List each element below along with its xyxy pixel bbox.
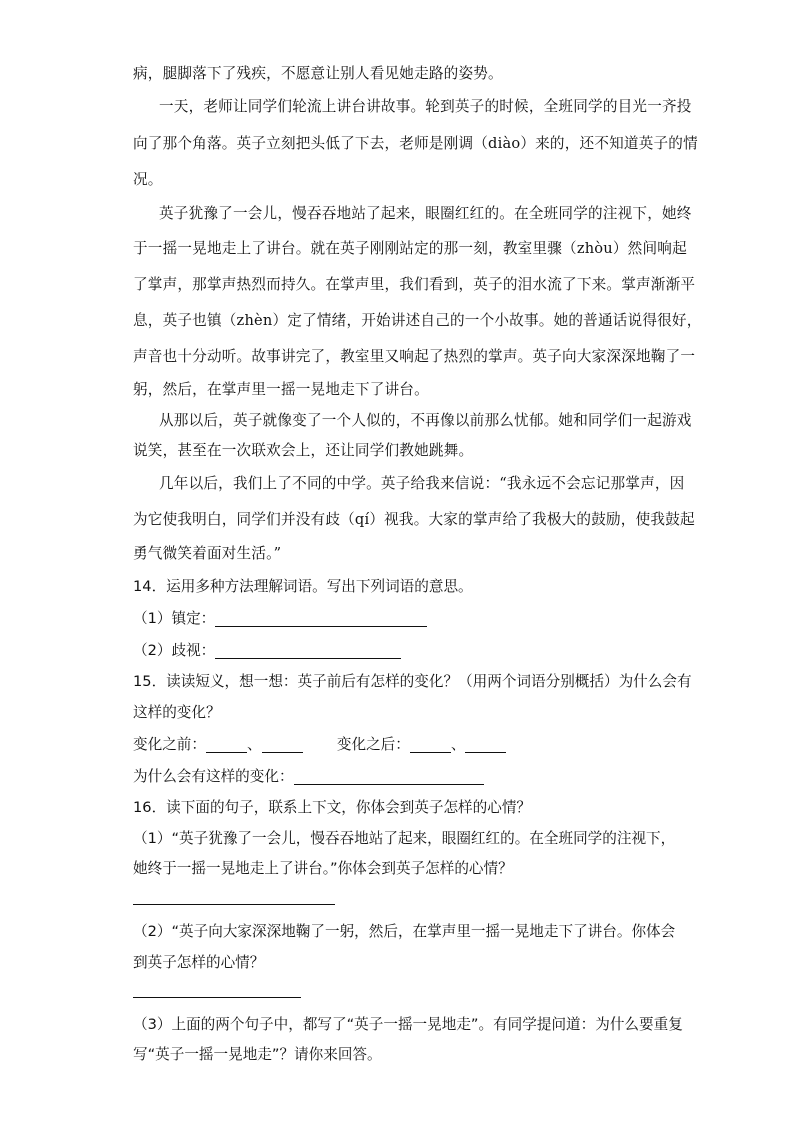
answer-blank-after-1[interactable] bbox=[410, 736, 451, 753]
passage-line-9: 声音也十分动听。故事讲完了，教室里又响起了热烈的掌声。英子向大家深深地鞠了一 bbox=[133, 348, 696, 365]
passage-line-3: 向了那个角落。英子立刻把头低了下去，老师是刚调（diào）来的，还不知道英子的情 bbox=[133, 135, 698, 152]
q14-item-1 bbox=[133, 609, 427, 629]
q16-s3-line-2: 写“英子一摇一晃地走”？请你来回答。 bbox=[133, 1046, 382, 1063]
passage-line-6: 于一摇一晃地走上了讲台。就在英子刚刚站定的那一刻，教室里骤（zhòu）然间响起 bbox=[133, 240, 687, 257]
q14-title: 14．运用多种方法理解词语。写出下列词语的意思。 bbox=[133, 578, 473, 595]
passage-line-11: 从那以后，英子就像变了一个人似的，不再像以前那么忧郁。她和同学们一起游戏 bbox=[159, 412, 692, 429]
passage-line-15: 勇气微笑着面对生活。” bbox=[133, 545, 282, 562]
q16-s3-line-1: （3）上面的两个句子中，都写了“英子一摇一晃地走”。有同学提问道：为什么要重复 bbox=[133, 1016, 683, 1033]
q14-item-2-label: （2）歧视： bbox=[133, 642, 216, 659]
answer-blank-before-1[interactable] bbox=[206, 736, 247, 753]
passage-line-14: 为它使我明白，同学们并没有歧（qí）视我。大家的掌声给了我极大的鼓励，使我鼓起 bbox=[133, 511, 695, 528]
passage-line-5: 英子犹豫了一会儿，慢吞吞地站了起来，眼圈红红的。在全班同学的注视下，她终 bbox=[159, 205, 692, 222]
q15-line-2: 这样的变化？ bbox=[133, 704, 221, 721]
passage-line-7: 了掌声，那掌声热烈而持久。在掌声里，我们看到，英子的泪水流了下来。掌声渐渐平 bbox=[133, 276, 696, 293]
q16-s2-line-1: （2）“英子向大家深深地鞠了一躬，然后，在掌声里一摇一晃地走下了讲台。你体会 bbox=[133, 923, 676, 940]
q15-why-label: 为什么会有这样的变化： bbox=[133, 768, 294, 785]
answer-line-s1[interactable] bbox=[133, 904, 335, 905]
q15-change-row bbox=[133, 735, 506, 755]
q15-before-label: 变化之前： bbox=[133, 736, 206, 753]
q14-item-2 bbox=[133, 641, 401, 661]
q16-s1-line-1: （1）“英子犹豫了一会儿，慢吞吞地站了起来，眼圈红红的。在全班同学的注视下， bbox=[133, 830, 676, 847]
answer-blank-after-2[interactable] bbox=[465, 736, 506, 753]
answer-blank-why[interactable] bbox=[294, 768, 484, 785]
answer-blank-zhending[interactable] bbox=[215, 610, 427, 627]
passage-line-2: 一天，老师让同学们轮流上讲台讲故事。轮到英子的时候，全班同学的目光一齐投 bbox=[159, 98, 692, 115]
passage-line-10: 躬，然后，在掌声里一摇一晃地走下了讲台。 bbox=[133, 381, 429, 398]
q15-line-1: 15．读读短义，想一想：英子前后有怎样的变化？（用两个词语分别概括）为什么会有 bbox=[133, 673, 692, 690]
q16-title: 16．读下面的句子，联系上下文，你体会到英子怎样的心情？ bbox=[133, 799, 532, 816]
q15-after-separator: 、 bbox=[450, 736, 466, 753]
answer-line-s2[interactable] bbox=[133, 997, 301, 998]
q16-s2-line-2: 到英子怎样的心情？ bbox=[133, 954, 265, 971]
q15-before-separator: 、 bbox=[246, 736, 262, 753]
answer-blank-qishi[interactable] bbox=[215, 642, 401, 659]
passage-line-13: 几年以后，我们上了不同的中学。英子给我来信说：“我永远不会忘记那掌声，因 bbox=[159, 475, 685, 492]
q15-why-row bbox=[133, 767, 484, 787]
passage-line-8: 息，英子也镇（zhèn）定了情绪，开始讲述自己的一个小故事。她的普通话说得很好， bbox=[133, 312, 702, 329]
answer-blank-before-2[interactable] bbox=[262, 736, 303, 753]
passage-line-4: 况。 bbox=[133, 171, 163, 188]
passage-line-12: 说笑，甚至在一次联欢会上，还让同学们教她跳舞。 bbox=[133, 442, 474, 459]
passage-line-1: 病，腿脚落下了残疾，不愿意让别人看见她走路的姿势。 bbox=[133, 65, 503, 82]
q15-after-label: 变化之后： bbox=[336, 736, 410, 753]
q14-item-1-label: （1）镇定： bbox=[133, 610, 216, 627]
q16-s1-line-2: 她终于一摇一晃地走上了讲台。”你体会到英子怎样的心情？ bbox=[133, 860, 513, 877]
